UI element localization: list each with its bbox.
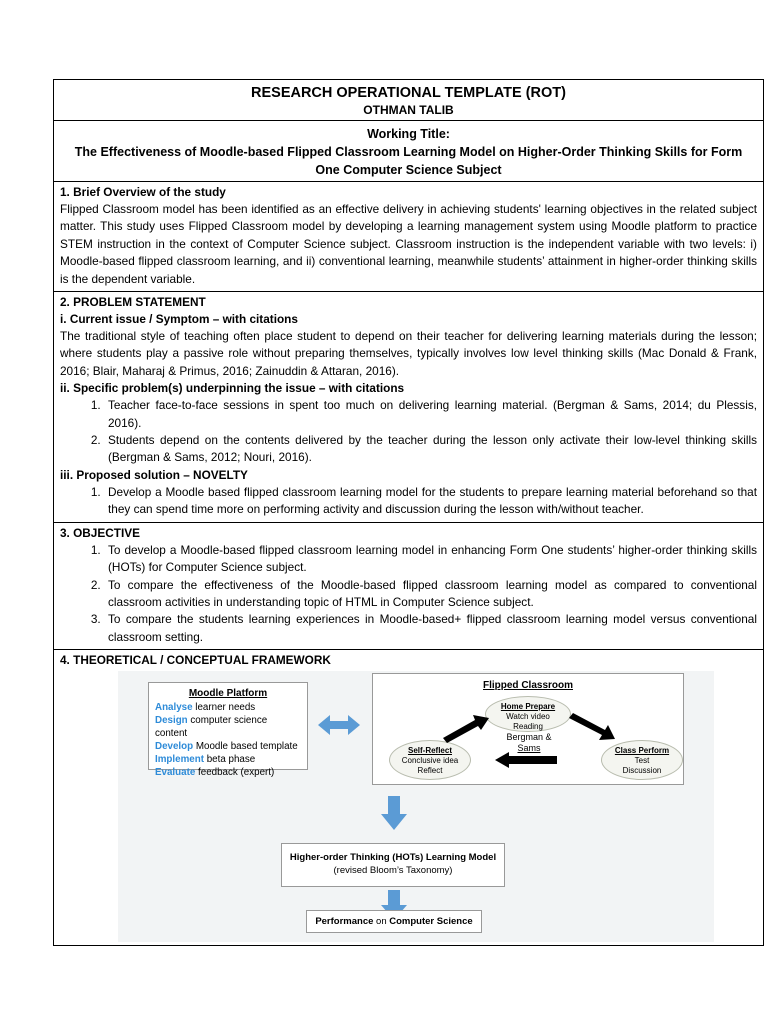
working-title: The Effectiveness of Moodle-based Flipped Classroom Learning Model on Higher-Order Thinking Skills for Form One Computer Science Subject <box>74 145 743 177</box>
section-heading: 3. OBJECTIVE <box>60 525 140 540</box>
subsection-heading: ii. Specific problem(s) underpinning the issue – with citations <box>60 381 405 396</box>
double-arrow-icon <box>318 713 360 737</box>
section-problem-statement <box>54 292 763 523</box>
problem-list <box>60 397 757 467</box>
list-item: 2. To compare the effectiveness of the Moodle-based flipped classroom learning model as compared to conventional classroom activities in understanding topic of HTML in Computer Science subject. <box>104 577 757 612</box>
cycle-arrow-icon <box>441 714 491 744</box>
self-reflect-node: Self-Reflect Conclusive idea Reflect <box>389 740 471 780</box>
document-title: RESEARCH OPERATIONAL TEMPLATE (ROT) <box>251 85 566 101</box>
moodle-platform-box <box>148 682 308 779</box>
hots-title: Higher-order Thinking (HOTs) Learning Model <box>289 852 497 864</box>
section-body: Flipped Classroom model has been identified as an effective delivery in achieving students' learning objectives in the related subject matter. This study uses Flipped Classroom model by developing a learning management system using Moodle platform to practice STEM instruction in the context of Computer Science subject. Classroom instruction is the independent variable with two levels: i) Moodle-based flipped classroom learning, and ii) conventional learning, meanwhile students’ attainment in higher-order thinking skills is the dependent variable. <box>60 202 757 286</box>
moodle-step: Evaluate feedback (expert) <box>155 767 275 779</box>
flipped-classroom-box <box>372 673 684 785</box>
moodle-step: Analyse learner needs <box>155 702 256 714</box>
subsection-heading: iii. Proposed solution – NOVELTY <box>60 467 248 482</box>
flipped-title: Flipped Classroom <box>482 680 573 692</box>
list-item: 1. To develop a Moodle-based flipped classroom learning model in enhancing Form One students’ higher-order thinking skills (HOTs) for Computer Science subject. <box>104 542 757 577</box>
section-objective <box>54 523 763 650</box>
moodle-step: Develop Moodle based template <box>155 741 298 753</box>
cycle-center-label: Bergman & Sams <box>506 732 552 754</box>
performance-box: Performance on Computer Science <box>306 910 482 933</box>
cycle-arrow-icon <box>495 750 557 770</box>
section-heading: 1. Brief Overview of the study <box>60 185 226 199</box>
section-brief-overview <box>54 182 763 292</box>
class-perform-node: Class Perform Test Discussion <box>601 740 683 780</box>
working-title-label: Working Title: <box>367 127 450 141</box>
section-heading: 4. THEORETICAL / CONCEPTUAL FRAMEWORK <box>60 653 331 668</box>
moodle-title: Moodle Platform <box>188 688 268 700</box>
hots-model-box <box>281 843 505 887</box>
section-body: The traditional style of teaching often place student to depend on their teacher for delivering learning materials during the lesson; where students play a passive role without preparing themselves, typically involves low level thinking skills (Mac Donald & Frank, 2016; Blair, Maharaj & Primus, 2016; Zainuddin & Attaran, 2016). <box>60 329 757 378</box>
moodle-step: Implement beta phase <box>155 754 256 766</box>
moodle-step: Design computer science content <box>155 715 268 740</box>
working-title-block <box>54 121 763 182</box>
list-item: 1. Teacher face-to-face sessions in spent too much on delivering learning material. (Bergman & Sams, 2014; du Plessis, 2016). <box>104 397 757 432</box>
section-framework <box>54 650 763 945</box>
home-prepare-node: Home Prepare Watch video Reading <box>485 696 571 732</box>
solution-list <box>60 484 757 519</box>
rot-document <box>53 79 764 946</box>
objective-list <box>60 542 757 646</box>
cycle-arrow-icon <box>567 712 617 742</box>
down-arrow-icon <box>381 796 407 830</box>
hots-subtitle: (revised Bloom’s Taxonomy) <box>333 865 453 877</box>
title-block <box>54 80 763 121</box>
section-heading: 2. PROBLEM STATEMENT <box>60 295 206 310</box>
list-item: 1. Develop a Moodle based flipped classroom learning model for the students to prepare learning material beforehand so that they can spend time more on performing activity and discussion during the lesson with/without teacher. <box>104 484 757 519</box>
list-item: 3. To compare the students learning experiences in Moodle-based+ flipped classroom learning model versus conventional classroom setting. <box>104 611 757 646</box>
list-item: 2. Students depend on the contents delivered by the teacher during the lesson only activate their low-level thinking skills (Bergman & Sams, 2012; Nouri, 2016). <box>104 432 757 467</box>
author-name: OTHMAN TALIB <box>363 103 454 117</box>
subsection-heading: i. Current issue / Symptom – with citations <box>60 312 298 327</box>
